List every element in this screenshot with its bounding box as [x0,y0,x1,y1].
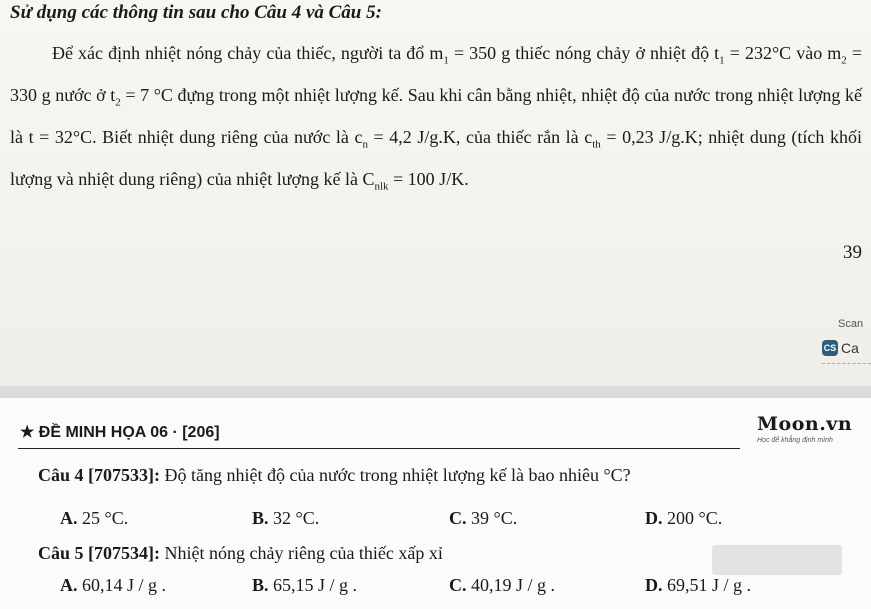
q4-option-d-letter: D. [645,508,663,528]
question-4 [38,465,631,486]
moon-logo: Moon.vn [757,413,853,435]
page-gap [0,386,871,398]
subscript: n [362,138,368,151]
q4-option-c [449,508,517,529]
section-heading: Sử dụng các thông tin sau cho Câu 4 và Câu 5: [10,2,382,23]
moon-tagline: Học để khẳng định mình [757,437,833,444]
question-4-label: Câu 4 [707533]: [38,465,160,485]
q5-option-d [645,575,751,596]
paragraph-text-run: = 0,23 J/g.K; nhiệt dung (tích khối lượng và nhiệt dung riêng) của nhiệt lượng kế là C [10,127,863,189]
q5-option-c-letter: C. [449,575,467,595]
bottom-page [0,398,871,609]
question-5 [38,543,443,564]
q5-option-a [60,575,166,596]
q4-option-b-letter: B. [252,508,269,528]
subscript: th [592,138,601,151]
q5-option-a-value: 60,14 J / g . [82,575,167,595]
paragraph-text-run: = 4,2 J/g.K, của thiếc rắn là c [367,127,593,147]
scanner-divider [822,363,871,364]
scanner-watermark-label: Scan [838,318,864,330]
q4-option-d-value: 200 °C. [667,508,723,528]
q5-option-d-value: 69,51 J / g . [667,575,752,595]
q4-option-a-letter: A. [60,508,78,528]
q4-option-a [60,508,128,529]
paragraph-text-run: = 350 g thiếc nóng chảy ở nhiệt độ t [448,43,720,63]
page-number: 39 [843,242,862,263]
q4-option-c-value: 39 °C. [471,508,518,528]
q5-option-b-value: 65,15 J / g . [273,575,358,595]
q4-option-c-letter: C. [449,508,467,528]
paragraph-text-run: = 7 °C đựng trong một nhiệt lượng kế. Sau khi cân bằng nhiệt, nhiệt độ của nước trong nhiệt lượng kế là t = 32°C. Biết nhiệt dung riêng của nước là c [10,85,862,147]
q4-option-b-value: 32 °C. [273,508,320,528]
scanner-watermark-brand [822,340,859,356]
q5-option-d-letter: D. [645,575,663,595]
subscript: 2 [115,96,121,109]
paragraph-text-run: = 232°C vào m [724,43,842,63]
subscript: nlk [374,180,389,193]
paragraph-text-run: Để xác định nhiệt nóng chảy của thiếc, người ta đổ m [52,43,444,63]
q5-option-c [449,575,555,596]
camscanner-icon: CS [822,340,838,356]
q5-option-c-value: 40,19 J / g . [471,575,556,595]
q5-option-b [252,575,357,596]
q5-option-a-letter: A. [60,575,78,595]
question-5-label: Câu 5 [707534]: [38,543,160,563]
q4-option-d [645,508,722,529]
scanner-brand-text: Ca [841,340,859,356]
subscript: 1 [443,54,449,67]
subscript: 2 [841,54,847,67]
exam-title: ★ ĐỀ MINH HỌA 06 · [206] [20,424,220,441]
paragraph-text-run: = 100 J/K. [388,169,469,189]
title-divider [18,448,740,449]
question-4-text: Độ tăng nhiệt độ của nước trong nhiệt lượng kế là bao nhiêu °C? [160,465,631,485]
scan-smudge [712,545,842,575]
q5-option-b-letter: B. [252,575,269,595]
subscript: 1 [719,54,725,67]
q4-option-b [252,508,319,529]
q4-option-a-value: 25 °C. [82,508,129,528]
question-5-text: Nhiệt nóng chảy riêng của thiếc xấp xỉ [160,543,443,563]
problem-paragraph [10,36,862,204]
paragraph-text-run: = 330 g nước ở t [10,43,862,105]
